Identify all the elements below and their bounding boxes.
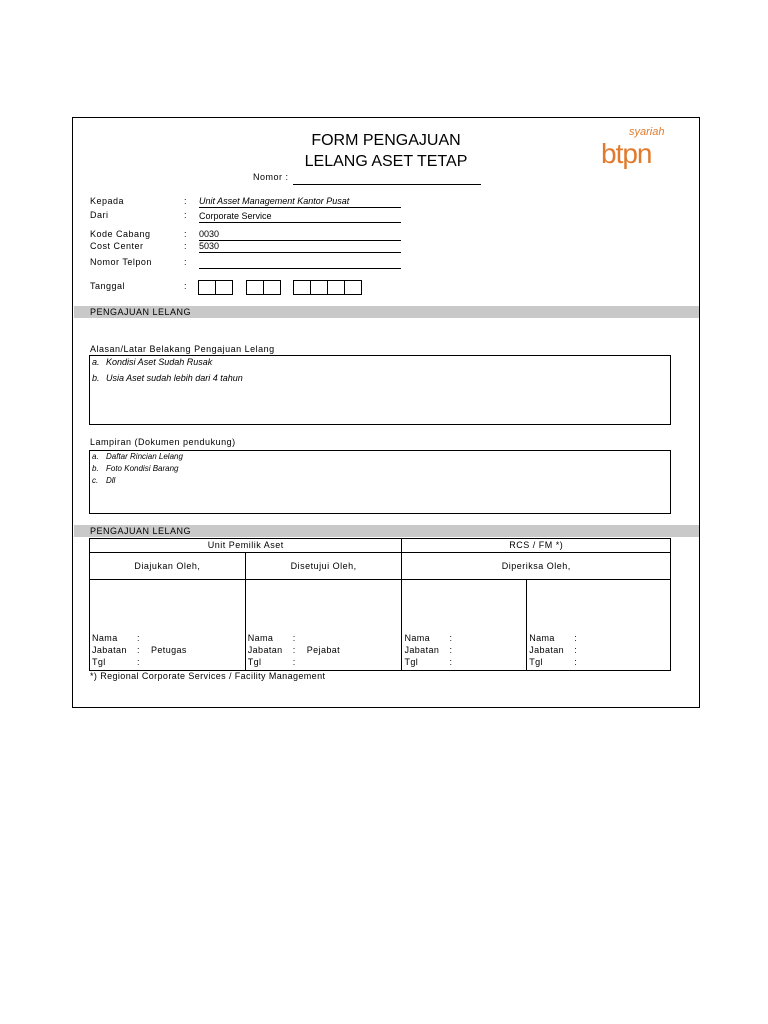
form-frame — [72, 117, 700, 708]
col-diperiksa: Diperiksa Oleh, — [402, 553, 671, 580]
tanggal-year-boxes[interactable] — [294, 280, 362, 294]
tanggal-colon: : — [184, 281, 187, 291]
field-colon: : — [184, 241, 187, 251]
field-colon: : — [184, 257, 187, 267]
signature-cell-diperiksa-1[interactable]: Nama : Jabatan : Tgl : — [402, 580, 527, 671]
signature-cell-diperiksa-2[interactable]: Nama : Jabatan : Tgl : — [527, 580, 671, 671]
field-value-kode-cabang[interactable]: 0030 — [199, 229, 401, 241]
jabatan-value: Pejabat — [306, 645, 341, 655]
reason-item: a. Kondisi Aset Sudah Rusak — [92, 357, 213, 367]
col-diajukan: Diajukan Oleh, — [90, 553, 246, 580]
form-title-line2: LELANG ASET TETAP — [304, 153, 468, 170]
reason-box[interactable] — [89, 355, 671, 425]
field-value-dari[interactable]: Corporate Service — [199, 211, 401, 223]
field-value-kepada[interactable]: Unit Asset Management Kantor Pusat — [199, 196, 401, 208]
field-value-cost-center[interactable]: 5030 — [199, 241, 401, 253]
signature-cell-disetujui[interactable]: Nama : Jabatan : Pejabat Tgl : — [245, 580, 402, 671]
reason-item: b. Usia Aset sudah lebih dari 4 tahun — [92, 373, 243, 383]
attachment-label: Lampiran (Dokumen pendukung) — [90, 437, 236, 447]
field-label-kode-cabang: Kode Cabang — [90, 229, 151, 239]
field-value-nomor-telpon[interactable] — [199, 257, 401, 269]
nomor-label: Nomor : — [253, 172, 289, 182]
jabatan-value: Petugas — [151, 645, 187, 655]
section-band-approval: PENGAJUAN LELANG — [74, 525, 699, 537]
attachment-item: a. Daftar Rincian Lelang — [92, 452, 183, 461]
attachment-box[interactable] — [89, 450, 671, 514]
col-disetujui: Disetujui Oleh, — [245, 553, 402, 580]
group-unit-pemilik: Unit Pemilik Aset — [90, 539, 402, 553]
attachment-item: b. Foto Kondisi Barang — [92, 464, 179, 473]
field-label-cost-center: Cost Center — [90, 241, 144, 251]
tanggal-day-boxes[interactable] — [199, 280, 233, 294]
btpn-logo: syariah btpn — [601, 126, 665, 169]
field-colon: : — [184, 229, 187, 239]
field-label-nomor-telpon: Nomor Telpon — [90, 257, 152, 267]
group-rcs-fm: RCS / FM *) — [402, 539, 671, 553]
attachment-item: c. Dll — [92, 476, 116, 485]
tanggal-label: Tanggal — [90, 281, 126, 291]
signature-cell-diajukan[interactable]: Nama : Jabatan : Petugas Tgl : — [90, 580, 246, 671]
field-label-kepada: Kepada — [90, 196, 125, 206]
section-band-pengajuan: PENGAJUAN LELANG — [74, 306, 699, 318]
nomor-input[interactable] — [293, 184, 481, 185]
approval-table — [89, 538, 671, 671]
footnote: *) Regional Corporate Services / Facility Management — [90, 671, 326, 681]
field-colon: : — [184, 196, 187, 206]
tanggal-month-boxes[interactable] — [247, 280, 281, 294]
reason-label: Alasan/Latar Belakang Pengajuan Lelang — [90, 344, 275, 354]
field-colon: : — [184, 210, 187, 220]
field-label-dari: Dari — [90, 210, 109, 220]
form-title-line1: FORM PENGAJUAN — [311, 132, 461, 149]
